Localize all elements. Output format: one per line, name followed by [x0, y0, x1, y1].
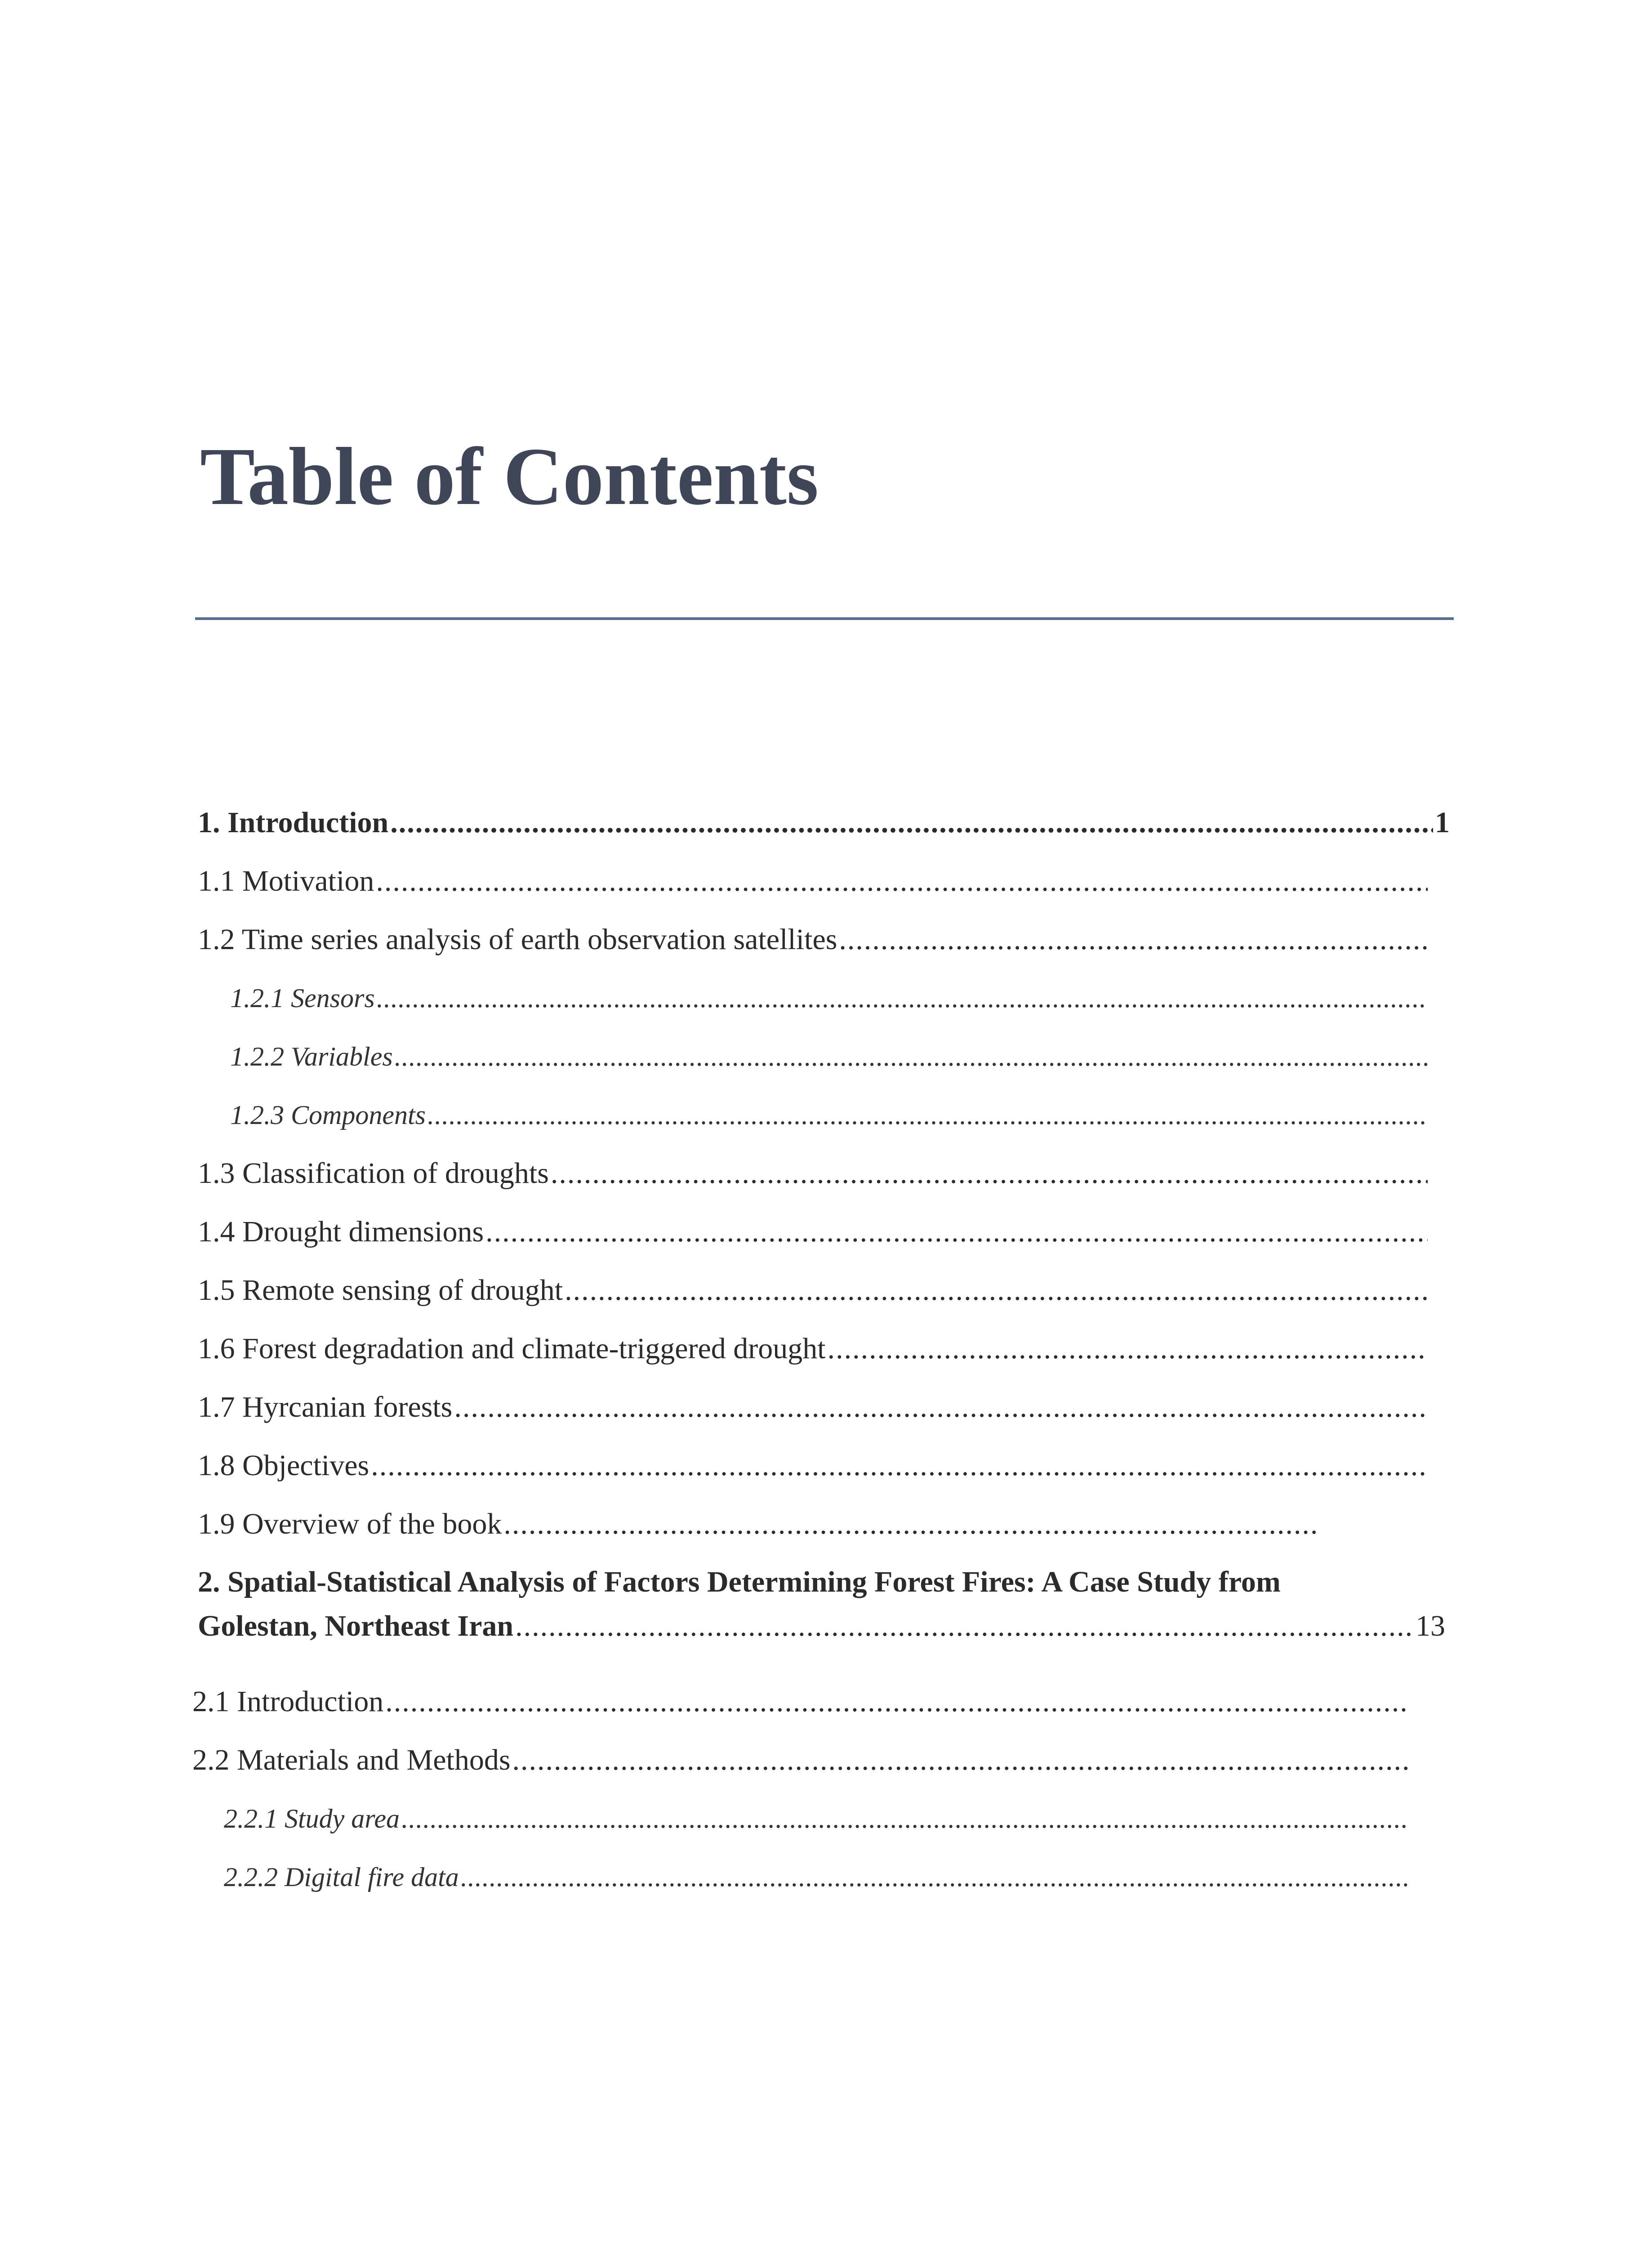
- dot-leader: [385, 1682, 1409, 1722]
- toc-entry-2-2[interactable]: [192, 1740, 1411, 1780]
- dot-leader: [390, 803, 1433, 843]
- toc-entry-label: 1.9 Overview of the book: [198, 1508, 502, 1540]
- toc-entry-1-2[interactable]: [198, 919, 1429, 960]
- toc-entry-label: 1.8 Objectives: [198, 1449, 370, 1482]
- toc-entry-label: 1.1 Motivation: [198, 865, 374, 897]
- title-divider: [195, 617, 1454, 620]
- toc-entry-1-3[interactable]: [198, 1153, 1429, 1194]
- toc-entry-1-1[interactable]: [198, 861, 1429, 901]
- toc-entry-label-cont: Golestan, Northeast Iran: [198, 1610, 514, 1642]
- toc-entry-1-2-1[interactable]: [230, 978, 1429, 1018]
- toc-entry-label: 1.2.1 Sensors: [230, 983, 375, 1013]
- dot-leader: [371, 1445, 1428, 1486]
- dot-leader: [503, 1504, 1320, 1544]
- toc-entry-page: 1: [1435, 806, 1450, 839]
- dot-leader: [551, 1153, 1428, 1194]
- toc-entry-2[interactable]: [198, 1560, 1445, 1648]
- toc-entry-1-2-2[interactable]: [230, 1036, 1429, 1077]
- dot-leader: [515, 1604, 1414, 1648]
- toc-entry-1[interactable]: [198, 803, 1450, 843]
- toc-entry-label: 1. Introduction: [198, 806, 389, 839]
- dot-leader: [485, 1212, 1428, 1252]
- dot-leader: [401, 1798, 1409, 1839]
- toc-entry-1-4[interactable]: [198, 1212, 1429, 1252]
- dot-leader: [839, 919, 1428, 960]
- toc-entry-label: 1.7 Hyrcanian forests: [198, 1391, 453, 1423]
- dot-leader: [454, 1387, 1428, 1427]
- toc-entry-label: 2.2 Materials and Methods: [192, 1744, 511, 1776]
- toc-entry-1-8[interactable]: [198, 1445, 1429, 1486]
- toc-entry-label: 1.2.2 Variables: [230, 1042, 393, 1071]
- toc-entry-2-2-1[interactable]: [224, 1798, 1411, 1839]
- toc-entry-label: 1.2 Time series analysis of earth observation satellites: [198, 923, 837, 956]
- toc-entry-page: 13: [1416, 1610, 1445, 1642]
- toc-entry-label: 2. Spatial-Statistical Analysis of Factors Determining Forest Fires: A Case Study from: [198, 1566, 1281, 1598]
- dot-leader: [395, 1036, 1428, 1077]
- toc-entry-1-5[interactable]: [198, 1270, 1429, 1311]
- dot-leader: [461, 1857, 1409, 1897]
- dot-leader: [427, 1095, 1428, 1135]
- dot-leader: [376, 861, 1428, 901]
- page-title: Table of Contents: [200, 431, 819, 522]
- toc-entry-1-6[interactable]: [198, 1329, 1429, 1369]
- toc-entry-label: 2.1 Introduction: [192, 1685, 384, 1718]
- toc-entry-label: 2.2.2 Digital fire data: [224, 1862, 459, 1892]
- toc-entry-label: 1.6 Forest degradation and climate-triggered drought: [198, 1332, 826, 1365]
- dot-leader: [565, 1270, 1428, 1311]
- toc-entry-1-9[interactable]: [198, 1504, 1322, 1544]
- toc-entry-label: 1.4 Drought dimensions: [198, 1215, 484, 1248]
- toc-entry-2-2-2[interactable]: [224, 1857, 1411, 1897]
- dot-leader: [377, 978, 1428, 1018]
- toc-entry-label: 2.2.1 Study area: [224, 1804, 400, 1833]
- toc-entry-label: 1.2.3 Components: [230, 1100, 426, 1130]
- dot-leader: [512, 1740, 1409, 1780]
- toc-entry-label: 1.3 Classification of droughts: [198, 1157, 549, 1190]
- toc-entry-label: 1.5 Remote sensing of drought: [198, 1274, 563, 1307]
- dot-leader: [828, 1329, 1428, 1369]
- toc-entry-1-2-3[interactable]: [230, 1095, 1429, 1135]
- toc-entry-1-7[interactable]: [198, 1387, 1429, 1427]
- toc-entry-2-1[interactable]: [192, 1682, 1411, 1722]
